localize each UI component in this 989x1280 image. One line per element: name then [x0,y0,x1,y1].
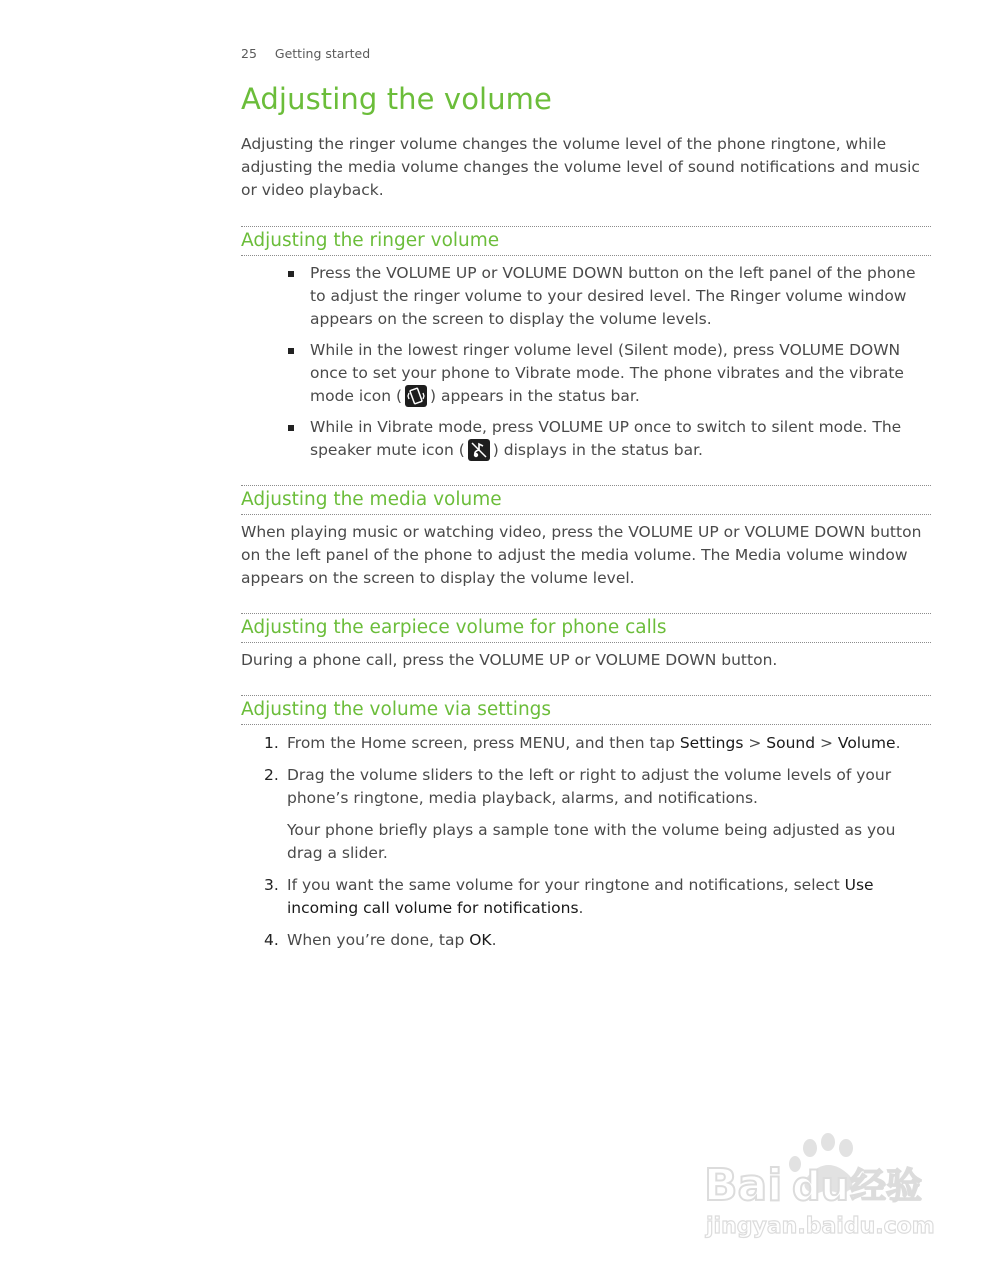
list-item [241,764,931,865]
bullet-marker [288,425,294,431]
list-item [241,732,931,755]
section-heading-ringer [241,226,931,256]
step-1-separator: > [743,734,767,752]
speaker-mute-icon [468,439,490,461]
ringer-bullet-1-text: Press the VOLUME UP or VOLUME DOWN button on the left panel of the phone to adjust the ringer volume to your desired level. The Ringer volume window appears on the screen to display the volume levels. [310,264,916,328]
list-item [241,929,931,952]
running-section-title: Getting started [274,46,371,61]
section-heading-ringer-text: Adjusting the ringer volume [241,230,500,251]
watermark-cn: 经验 [850,1166,923,1207]
media-paragraph: When playing music or watching video, press the VOLUME UP or VOLUME DOWN button on the left panel of the phone to adjust the media volume. The Media volume window appears on the screen to display the volume level. [241,523,922,587]
section-heading-media [241,485,931,515]
intro-paragraph: Adjusting the ringer volume changes the volume level of the phone ringtone, while adjusting the media volume changes the volume level of sound notifications and music or video playback. [241,135,920,199]
step-number: 2. [264,766,279,784]
step-4-text: When you’re done, tap [287,931,470,949]
list-item [241,416,931,462]
ringer-bullet-list [241,262,931,462]
bullet-marker [288,271,294,277]
ringer-bullet-3-text-before: While in Vibrate mode, press VOLUME UP once to switch to silent mode. The speaker mute icon ( [310,418,902,459]
vibrate-mode-icon [405,385,427,407]
bullet-marker [288,348,294,354]
running-head [241,46,370,61]
list-item [241,262,931,331]
section-heading-settings [241,695,931,725]
step-4-end: . [491,931,497,949]
step-1-separator: > [815,734,838,752]
sound-term: Sound [766,734,816,752]
step-1-text: From the Home screen, press MENU, and then tap [287,734,680,752]
step-number: 1. [264,734,279,752]
section-heading-earpiece [241,613,931,643]
ok-term: OK [469,931,492,949]
page-number: 25 [241,46,257,61]
list-item [241,874,931,920]
step-3-text: If you want the same volume for your ringtone and notifications, select [287,876,845,894]
settings-term: Settings [679,734,744,752]
step-1-end: . [895,734,901,752]
step-2-text: Drag the volume sliders to the left or right to adjust the volume levels of your phone’s ringtone, media playback, alarms, and notifications. [287,766,892,807]
earpiece-paragraph: During a phone call, press the VOLUME UP or VOLUME DOWN button. [241,651,778,669]
volume-term: Volume [837,734,896,752]
ringer-bullet-3-text-after: ) displays in the status bar. [492,441,703,459]
section-heading-media-text: Adjusting the media volume [241,489,502,510]
watermark-brand-2: du [792,1164,850,1210]
section-heading-earpiece-text: Adjusting the earpiece volume for phone calls [241,617,667,638]
step-3-end: . [578,899,584,917]
ringer-bullet-2-text-after: ) appears in the status bar. [430,387,640,405]
use-incoming-call-volume-term: Use incoming call volume for notifications [287,876,874,917]
step-number: 4. [264,931,279,949]
baidu-watermark [700,1128,940,1248]
step-number: 3. [264,876,279,894]
section-heading-settings-text: Adjusting the volume via settings [241,699,552,720]
ringer-bullet-2-text-before: While in the lowest ringer volume level (Silent mode), press VOLUME DOWN once to set your phone to Vibrate mode. The phone vibrates and the vibrate mode icon ( [310,341,904,405]
step-2-note: Your phone briefly plays a sample tone with the volume being adjusted as you drag a slider. [287,821,896,862]
settings-steps-list [241,732,931,952]
page-title: Adjusting the volume [241,82,552,116]
list-item [241,339,931,408]
watermark-brand: Bai [704,1160,783,1211]
watermark-url: jingyan.baidu.com [706,1214,935,1239]
